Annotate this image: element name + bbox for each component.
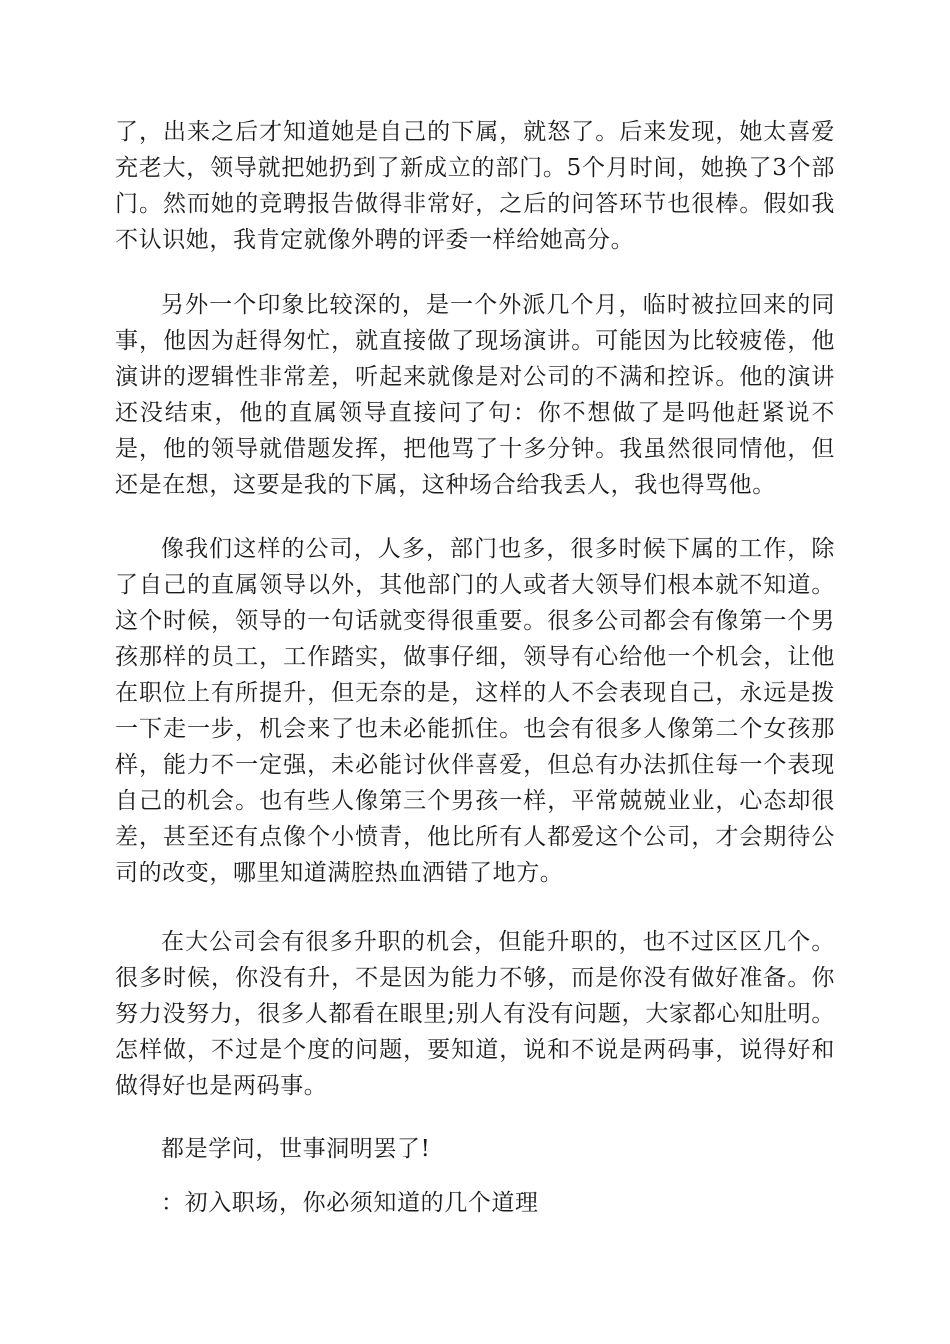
section-heading: ：初入职场，你必须知道的几个道理 xyxy=(161,1190,539,1216)
paragraph: 在大公司会有很多升职的机会，但能升职的，也不过区区几个。很多时候，你没有升，不是因为能力不够，而是你没有做好准备。你努力没努力，很多人都看在眼里;别人有没有问题，大家都心知肚明。怎样做，不过是个度的问题，要知道，说和不说是两码事，说得好和做得好也是两码事。 xyxy=(115,929,835,1099)
paragraph: 都是学问，世事洞明罢了! xyxy=(161,1136,431,1162)
paragraph: 另外一个印象比较深的，是一个外派几个月，临时被拉回来的同事，他因为赶得匆忙，就直接做了现场演讲。可能因为比较疲倦，他演讲的逻辑性非常差，听起来就像是对公司的不满和控诉。他的演讲还没结束，他的直属领导直接问了句：你不想做了是吗他赶紧说不是，他的领导就借题发挥，把他骂了十多分钟。我虽然很同情他，但还是在想，这要是我的下属，这种场合给我丢人，我也得骂他。 xyxy=(115,292,835,498)
paragraph: 像我们这样的公司，人多，部门也多，很多时候下属的工作，除了自己的直属领导以外，其他部门的人或者大领导们根本就不知道。这个时候，领导的一句话就变得很重要。很多公司都会有像第一个男孩那样的员工，工作踏实，做事仔细，领导有心给他一个机会，让他在职位上有所提升，但无奈的是，这样的人不会表现自己，永远是拨一下走一步，机会来了也未必能抓住。也会有很多人像第二个女孩那样，能力不一定强，未必能讨伙伴喜爱，但总有办法抓住每一个表现自己的机会。也有些人像第三个男孩一样，平常兢兢业业，心态却很差，甚至还有点像个小愤青，他比所有人都爱这个公司，才会期待公司的改变，哪里知道满腔热血洒错了地方。 xyxy=(115,536,835,886)
paragraph-continuation: 了，出来之后才知道她是自己的下属，就怒了。后来发现，她太喜爱充老大，领导就把她扔到了新成立的部门。5个月时间，她换了3个部门。然而她的竞聘报告做得非常好，之后的问答环节也很棒。假如我不认识她，我肯定就像外聘的评委一样给她高分。 xyxy=(115,119,835,253)
